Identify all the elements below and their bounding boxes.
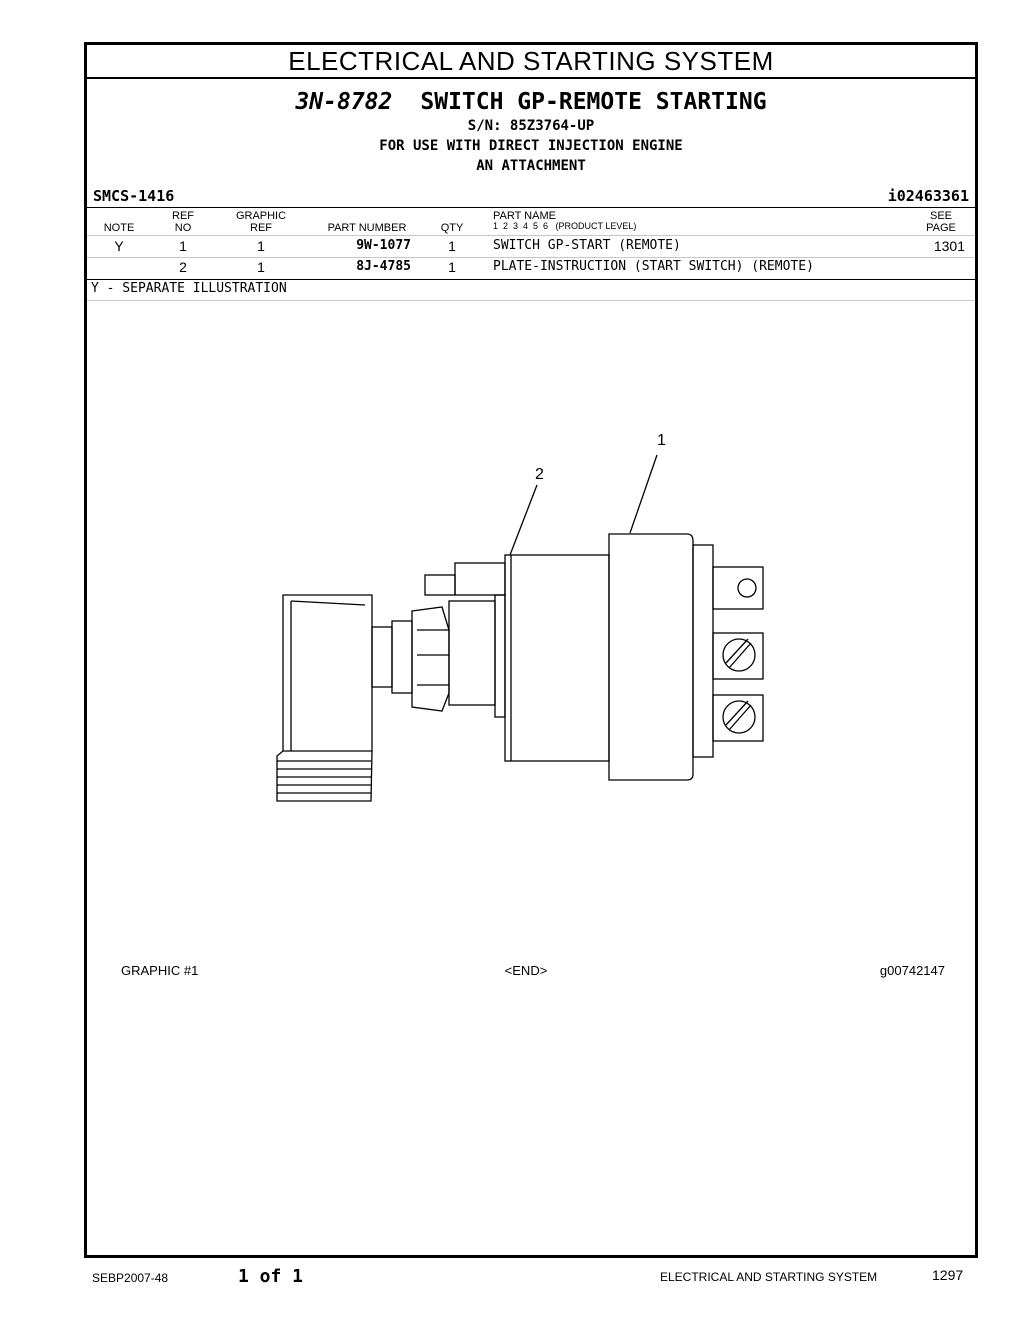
footer-section-title: ELECTRICAL AND STARTING SYSTEM bbox=[660, 1270, 878, 1284]
callout-2-leader bbox=[510, 485, 537, 555]
row1-part-number[interactable]: 9W-1077 bbox=[356, 238, 411, 253]
col-ref-no-bottom: NO bbox=[174, 222, 192, 234]
row2-qty: 1 bbox=[448, 259, 456, 275]
hex-nut bbox=[412, 607, 449, 711]
graphic-label: GRAPHIC #1 bbox=[121, 963, 199, 978]
usage-line-2: AN ATTACHMENT bbox=[476, 158, 586, 174]
col-part-name: PART NAME bbox=[493, 210, 556, 222]
row1-part-name: SWITCH GP-START (REMOTE) bbox=[493, 238, 681, 253]
serial-number: S/N: 85Z3764-UP bbox=[467, 118, 595, 134]
callout-1-leader bbox=[630, 455, 657, 533]
col-qty: QTY bbox=[440, 222, 464, 234]
document-number: SEBP2007-48 bbox=[92, 1271, 169, 1285]
page-of: 1 of 1 bbox=[238, 1266, 304, 1287]
switch-body bbox=[505, 555, 609, 761]
row1-ref-no: 1 bbox=[179, 238, 187, 254]
instruction-plate bbox=[495, 595, 505, 717]
col-part-number: PART NUMBER bbox=[327, 222, 407, 234]
row2-part-name: PLATE-INSTRUCTION (START SWITCH) (REMOTE) bbox=[493, 259, 814, 274]
shaft bbox=[372, 627, 392, 687]
row2-ref-no: 2 bbox=[179, 259, 187, 275]
col-graphic-ref-top: GRAPHIC bbox=[235, 210, 287, 222]
graphic-id: g00742147 bbox=[879, 963, 945, 978]
pin bbox=[425, 575, 455, 595]
col-product-levels: 1 2 3 4 5 6 (PRODUCT LEVEL) bbox=[493, 221, 637, 231]
col-see-page-bottom: PAGE bbox=[926, 222, 956, 234]
knob-body bbox=[283, 595, 372, 751]
switch-housing bbox=[609, 534, 693, 780]
row2-graphic-ref: 1 bbox=[257, 259, 265, 275]
col-note: NOTE bbox=[103, 222, 135, 234]
page-frame bbox=[84, 42, 978, 1258]
row1-graphic-ref: 1 bbox=[257, 238, 265, 254]
col-ref-no-top: REF bbox=[172, 210, 194, 222]
usage-line-1: FOR USE WITH DIRECT INJECTION ENGINE bbox=[379, 138, 683, 154]
callout-1-label: 1 bbox=[657, 432, 666, 449]
bushing bbox=[449, 601, 495, 705]
row1-qty: 1 bbox=[448, 238, 456, 254]
callout-2-label: 2 bbox=[535, 466, 544, 483]
illustration-id: i02463361 bbox=[887, 187, 969, 205]
shaft-collar bbox=[392, 621, 412, 693]
legend-note: Y - SEPARATE ILLUSTRATION bbox=[91, 281, 287, 296]
col-see-page-top: SEE bbox=[929, 210, 952, 222]
page-number: 1297 bbox=[932, 1267, 964, 1283]
row1-see-page[interactable]: 1301 bbox=[933, 238, 965, 254]
group-part-number: 3N-8782 bbox=[295, 89, 393, 115]
smcs-code: SMCS-1416 bbox=[93, 187, 175, 205]
group-part-name: SWITCH GP-REMOTE STARTING bbox=[420, 89, 767, 115]
col-graphic-ref-bottom: REF bbox=[250, 222, 272, 234]
end-marker: <END> bbox=[504, 963, 548, 978]
row2-part-number[interactable]: 8J-4785 bbox=[356, 259, 411, 274]
switch-illustration bbox=[87, 45, 975, 1255]
section-title: ELECTRICAL AND STARTING SYSTEM bbox=[87, 45, 975, 79]
row1-note: Y bbox=[114, 238, 124, 254]
